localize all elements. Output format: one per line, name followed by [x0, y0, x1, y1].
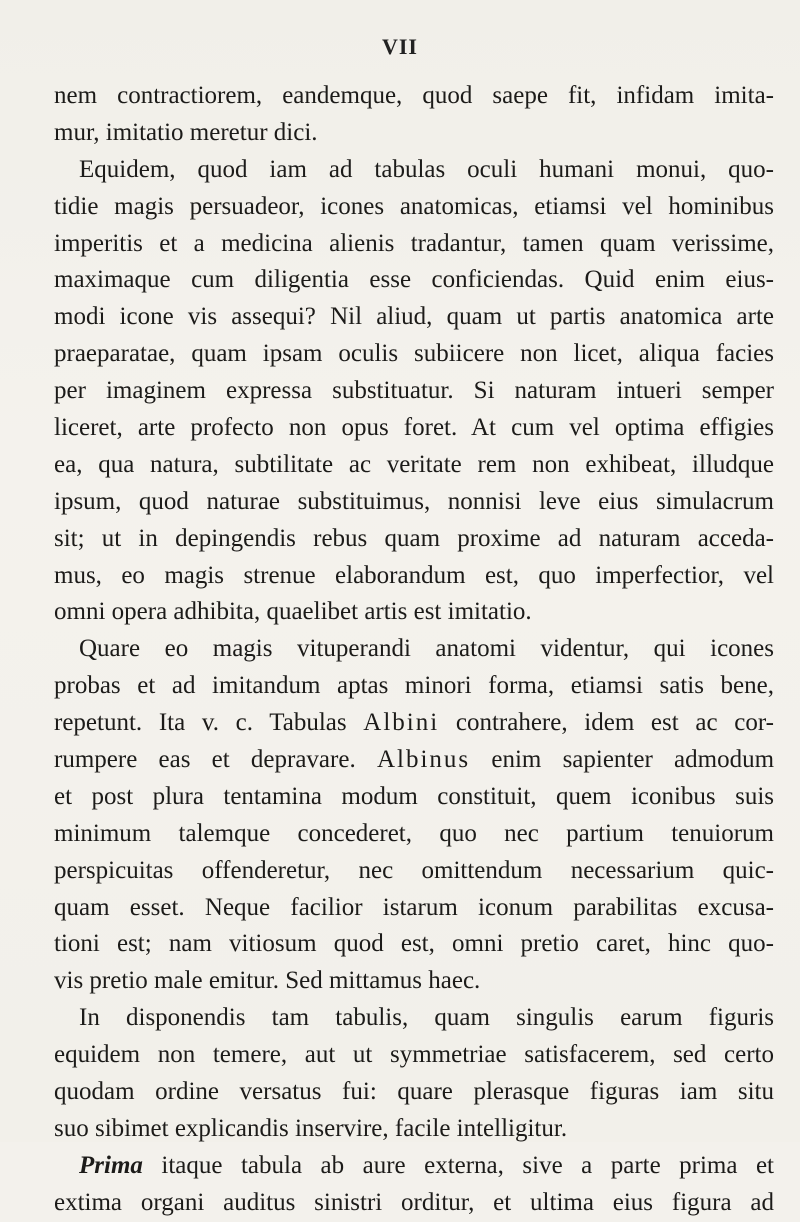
- text-line: maximaque cum diligentia esse conficiendas. Quid enim eius-: [54, 266, 774, 294]
- body-text: [54, 78, 774, 1222]
- text-line: praeparatae, quam ipsam oculis subiicere non licet, aliqua facies: [54, 340, 774, 368]
- text-line: modi icone vis assequi? Nil aliud, quam ut partis anatomica arte: [54, 303, 774, 331]
- text-line: extima organi auditus sinistri orditur, et ultima eius figura ad: [54, 1188, 774, 1216]
- author-name-albinus: Albinus: [376, 746, 471, 774]
- text-line: Equidem, quod iam ad tabulas oculi humani monui, quo-: [79, 155, 774, 183]
- text-line: suo sibimet explicandis inservire, facile intelligitur.: [54, 1114, 568, 1142]
- text-line: nem contractiorem, eandemque, quod saepe fit, infidam imita-: [54, 82, 774, 109]
- text-line: [54, 1148, 774, 1185]
- text-line: mur, imitatio meretur dici.: [54, 118, 318, 146]
- text-line: sit; ut in depingendis rebus quam proxime ad naturam acceda-: [54, 524, 774, 552]
- text-segment: itaque tabula ab aure externa, sive a parte prima et: [161, 1151, 774, 1179]
- text-line: ea, qua natura, subtilitate ac veritate rem non exhibeat, illudque: [54, 450, 774, 478]
- text-line: In disponendis tam tabulis, quam singulis earum figuris: [79, 1004, 774, 1032]
- text-line: [54, 742, 774, 779]
- text-line: liceret, arte profecto non opus foret. At cum vel optima effigies: [54, 414, 774, 442]
- text-line: tioni est; nam vitiosum quod est, omni pretio caret, hinc quo-: [54, 930, 774, 958]
- text-segment: repetunt. Ita v. c. Tabulas: [54, 709, 347, 737]
- text-line: Quare eo magis vituperandi anatomi videntur, qui icones: [79, 635, 774, 663]
- text-segment: rumpere eas et depravare.: [54, 746, 356, 774]
- author-name-albini: Albini: [363, 709, 440, 737]
- text-line: minimum talemque concederet, quo nec partium tenuiorum: [54, 819, 774, 847]
- text-line: quodam ordine versatus fui: quare plerasque figuras iam situ: [54, 1078, 774, 1106]
- text-segment: enim sapienter admodum: [491, 746, 775, 774]
- text-line: tidie magis persuadeor, icones anatomicas, etiamsi vel hominibus: [54, 192, 774, 220]
- text-line: [54, 705, 774, 742]
- emphasis-prima: Prima: [79, 1151, 143, 1179]
- text-line: omni opera adhibita, quaelibet artis est imitatio.: [54, 598, 532, 626]
- text-line: et post plura tentamina modum constituit, quem iconibus suis: [54, 782, 774, 810]
- text-line: probas et ad imitandum aptas minori forma, etiamsi satis bene,: [54, 672, 774, 700]
- text-line: equidem non temere, aut ut symmetriae satisfacerem, sed certo: [54, 1041, 774, 1069]
- text-line: ipsum, quod naturae substituimus, nonnisi leve eius simulacrum: [54, 487, 774, 515]
- text-line: vis pretio male emitur. Sed mittamus haec.: [54, 967, 481, 995]
- text-line: imperitis et a medicina alienis tradantur, tamen quam verissime,: [54, 229, 774, 257]
- text-line: quam esset. Neque facilior istarum iconum parabilitas excusa-: [54, 893, 774, 921]
- text-line: per imaginem expressa substituatur. Si naturam intueri semper: [54, 377, 774, 405]
- text-line: perspicuitas offenderetur, nec omittendum necessarium quic-: [54, 856, 774, 884]
- text-line: mus, eo magis strenue elaborandum est, quo imperfectior, vel: [54, 561, 774, 589]
- page-number: VII: [381, 34, 418, 59]
- text-segment: contrahere, idem est ac cor-: [455, 709, 774, 737]
